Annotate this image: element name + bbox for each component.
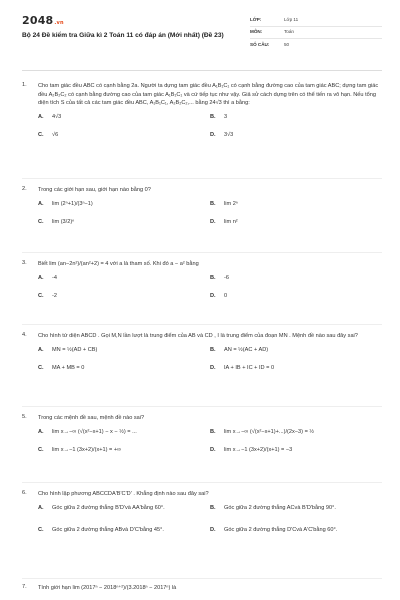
option-d[interactable] (210, 132, 382, 140)
question-number: 2. (22, 186, 27, 192)
question-7 (22, 584, 382, 593)
question-text: Cho hình lập phương ABCCDA'B'C'D' . Khẳng định nào sau đây sai? (38, 491, 209, 497)
option-letter: C. (38, 446, 44, 453)
option-row (38, 293, 382, 311)
question-text: Cho tam giác đều ABC có cạnh bằng 2a. Người ta dựng tam giác đều A₁B₁C₁ có cạnh bằng đường cao của tam giác ABC; dựng tam giác đều A₂B₂C₂ có cạnh bằng đường cao của tam giác A₁B₁C₁ và cứ tiếp tục như vậy. Giả sử cách dựng trên có thể tiến ra vô hạn. Nếu tổng diện tích S của tất cả các tam giác đều ABC, A₁B₁C₁, A₂B₂C₂,... bằng 24√3 thì a bằng: (38, 83, 379, 107)
option-text: 0 (224, 292, 228, 299)
option-row (38, 429, 382, 447)
option-text: lim x→−1 (3x+2)/(x+1) = +∞ (52, 446, 122, 453)
option-letter: D. (210, 131, 216, 138)
option-text: lim x→−∞ (√(x²−x+1) − x − ½) = ... (52, 428, 137, 435)
question-text: Biết lim (an−2n²)/(an²+2) = 4 với a là tham số. Khi đó a − a² bằng (38, 261, 199, 267)
option-text: AN = ½(AC + AD) (224, 346, 269, 353)
question-5 (22, 414, 382, 465)
option-b[interactable] (210, 114, 382, 122)
option-text: Góc giữa 2 đường thẳng D'Cvà A'C'bằng 60°. (224, 526, 338, 533)
answer-options (38, 275, 382, 311)
option-text: 3√3 (224, 131, 234, 138)
answer-options (38, 347, 382, 383)
option-letter: B. (210, 504, 216, 511)
meta-key: LỚP: (250, 16, 262, 22)
option-text: √6 (52, 131, 59, 138)
option-text: -4 (52, 274, 57, 281)
option-b[interactable] (210, 347, 382, 355)
option-a[interactable] (38, 505, 210, 513)
question-text: Cho hình tứ diện ABCD . Gọi M,N lần lượt là trung điểm của AB và CD , I là trung điểm của đoạn MN . Mệnh đề nào sau đây sai? (38, 333, 358, 339)
option-c[interactable] (38, 527, 210, 535)
option-letter: C. (38, 218, 44, 225)
option-letter: A. (38, 504, 44, 511)
option-row (38, 114, 382, 132)
question-3 (22, 260, 382, 311)
option-letter: A. (38, 113, 44, 120)
site-logo[interactable] (22, 14, 64, 29)
page-header (22, 12, 382, 68)
option-row (38, 132, 382, 150)
logo-sub-text: .vn (54, 20, 64, 26)
option-text: lim x→−1 (3x+2)/(x+1) = −3 (224, 446, 293, 453)
option-letter: B. (210, 428, 216, 435)
option-text: MN = ½(AD + CB) (52, 346, 98, 353)
answer-options (38, 505, 382, 549)
question-divider (22, 252, 382, 253)
option-b[interactable] (210, 505, 382, 513)
option-text: Góc giữa 2 đường thẳng ACvà B'D'bằng 90°. (224, 504, 336, 511)
option-text: Góc giữa 2 đường thẳng B'D'và AA'bằng 60°. (52, 504, 165, 511)
option-a[interactable] (38, 429, 210, 437)
question-number: 5. (22, 414, 27, 420)
option-text: MA + MB = 0 (52, 364, 85, 371)
option-letter: B. (210, 200, 216, 207)
meta-value: Toán (284, 29, 294, 35)
answer-options (38, 201, 382, 237)
question-divider (22, 324, 382, 325)
question-1 (22, 82, 382, 150)
option-text: lim x→−∞ (√(x²−x+1)+...)/(2x−3) = ½ (224, 428, 315, 435)
meta-row-count (250, 39, 382, 52)
meta-key: MÔN: (250, 29, 263, 35)
question-divider (22, 482, 382, 483)
option-letter: D. (210, 292, 216, 299)
option-text: lim (3/2)ⁿ (52, 218, 75, 225)
option-a[interactable] (38, 114, 210, 122)
option-text: lim n² (224, 218, 238, 225)
answer-options (38, 429, 382, 465)
option-letter: A. (38, 428, 44, 435)
meta-row-class (250, 14, 382, 27)
logo-main-text: 2048 (22, 14, 54, 27)
option-text: -2 (52, 292, 57, 299)
option-letter: C. (38, 526, 44, 533)
option-text: Góc giữa 2 đường thẳng ABvà D'C'bằng 45°. (52, 526, 164, 533)
option-letter: D. (210, 446, 216, 453)
question-number: 4. (22, 332, 27, 338)
option-d[interactable] (210, 447, 382, 455)
option-c[interactable] (38, 365, 210, 373)
question-divider (22, 406, 382, 407)
option-text: 3 (224, 113, 228, 120)
meta-table (250, 14, 382, 52)
option-text: -6 (224, 274, 229, 281)
page-title: Bộ 24 Đề kiểm tra Giữa kì 2 Toán 11 có đáp án (Mới nhất) (Đề 23) (22, 32, 224, 39)
question-4 (22, 332, 382, 383)
option-d[interactable] (210, 219, 382, 227)
meta-key: SỐ CÂU: (250, 42, 270, 48)
option-letter: A. (38, 346, 44, 353)
option-row (38, 527, 382, 549)
option-c[interactable] (38, 447, 210, 455)
option-row (38, 219, 382, 237)
option-letter: D. (210, 364, 216, 371)
option-text: lim 2ⁿ (224, 200, 238, 207)
option-letter: A. (38, 274, 44, 281)
option-d[interactable] (210, 527, 382, 535)
meta-value: 50 (284, 42, 290, 48)
question-number: 6. (22, 490, 27, 496)
option-letter: D. (210, 218, 216, 225)
option-letter: B. (210, 346, 216, 353)
option-text: lim (2ⁿ+1)/(3ⁿ−1) (52, 200, 93, 207)
option-row (38, 347, 382, 365)
option-c[interactable] (38, 293, 210, 301)
option-row (38, 201, 382, 219)
meta-row-subject (250, 27, 382, 40)
question-number: 3. (22, 260, 27, 266)
option-a[interactable] (38, 347, 210, 355)
option-b[interactable] (210, 429, 382, 437)
option-letter: B. (210, 274, 216, 281)
option-c[interactable] (38, 219, 210, 227)
option-letter: C. (38, 131, 44, 138)
question-number: 7. (22, 584, 27, 590)
question-text: Trong các giới hạn sau, giới hạn nào bằng 0? (38, 187, 151, 193)
question-text: Tính giới hạn lim (2017ⁿ − 2018ⁿ⁺²)/(3.2018ⁿ − 2017ⁿ) là (38, 585, 177, 591)
question-divider (22, 578, 382, 579)
option-c[interactable] (38, 132, 210, 140)
option-a[interactable] (38, 201, 210, 209)
option-a[interactable] (38, 275, 210, 283)
option-letter: B. (210, 113, 216, 120)
option-row (38, 505, 382, 527)
option-letter: D. (210, 526, 216, 533)
option-row (38, 447, 382, 465)
question-number: 1. (22, 82, 27, 88)
option-letter: C. (38, 292, 44, 299)
option-text: IA + IB + IC + ID = 0 (224, 364, 275, 371)
question-text: Trong các mệnh đề sau, mệnh đề nào sai? (38, 415, 145, 421)
option-row (38, 365, 382, 383)
option-text: 4√3 (52, 113, 62, 120)
option-letter: A. (38, 200, 44, 207)
question-2 (22, 186, 382, 237)
question-6 (22, 490, 382, 549)
option-b[interactable] (210, 275, 382, 283)
option-b[interactable] (210, 201, 382, 209)
answer-options (38, 114, 382, 150)
meta-value: Lớp 11 (284, 16, 299, 22)
option-d[interactable] (210, 293, 382, 301)
option-letter: C. (38, 364, 44, 371)
header-divider (22, 70, 382, 71)
option-row (38, 275, 382, 293)
question-divider (22, 178, 382, 179)
option-d[interactable] (210, 365, 382, 373)
